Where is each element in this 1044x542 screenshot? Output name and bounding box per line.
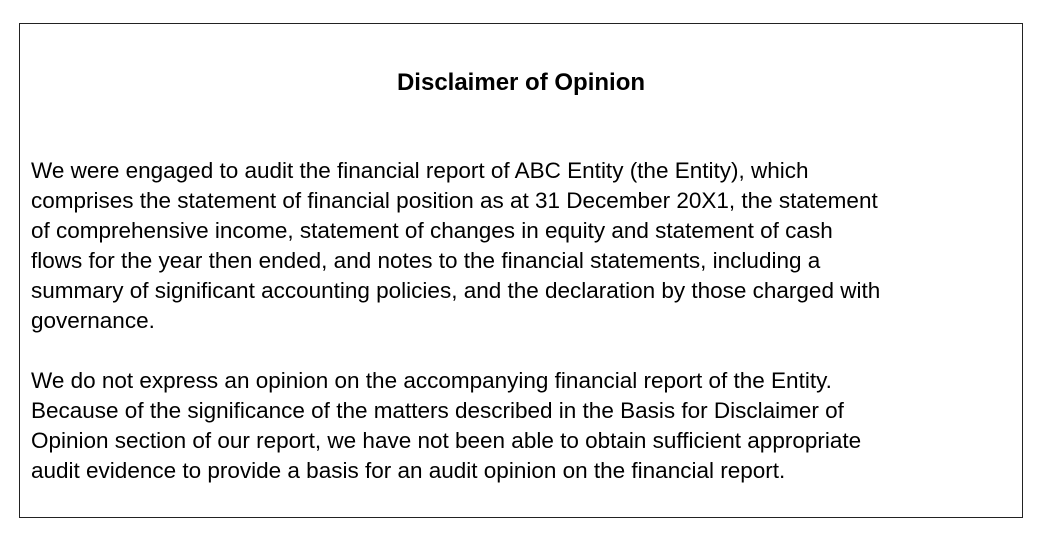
paragraph-line: flows for the year then ended, and notes to the financial statements, including a (31, 248, 821, 273)
paragraph-line: of comprehensive income, statement of changes in equity and statement of cash (31, 218, 833, 243)
disclaimer-paragraph (31, 366, 1021, 486)
paragraph-line: summary of significant accounting policies, and the declaration by those charged with (31, 278, 881, 303)
paragraph-line: governance. (31, 308, 155, 333)
paragraph-line: audit evidence to provide a basis for an audit opinion on the financial report. (31, 458, 786, 483)
document-title: Disclaimer of Opinion (396, 69, 646, 96)
paragraph-line: We were engaged to audit the financial report of ABC Entity (the Entity), which (31, 158, 809, 183)
paragraph-line: Opinion section of our report, we have not been able to obtain sufficient appropriate (31, 428, 862, 453)
document-frame (19, 23, 1023, 518)
engagement-paragraph (31, 156, 1021, 336)
paragraph-line: comprises the statement of financial position as at 31 December 20X1, the statement (31, 188, 878, 213)
paragraph-line: We do not express an opinion on the accompanying financial report of the Entity. (31, 368, 832, 393)
paragraph-line: Because of the significance of the matters described in the Basis for Disclaimer of (31, 398, 844, 423)
